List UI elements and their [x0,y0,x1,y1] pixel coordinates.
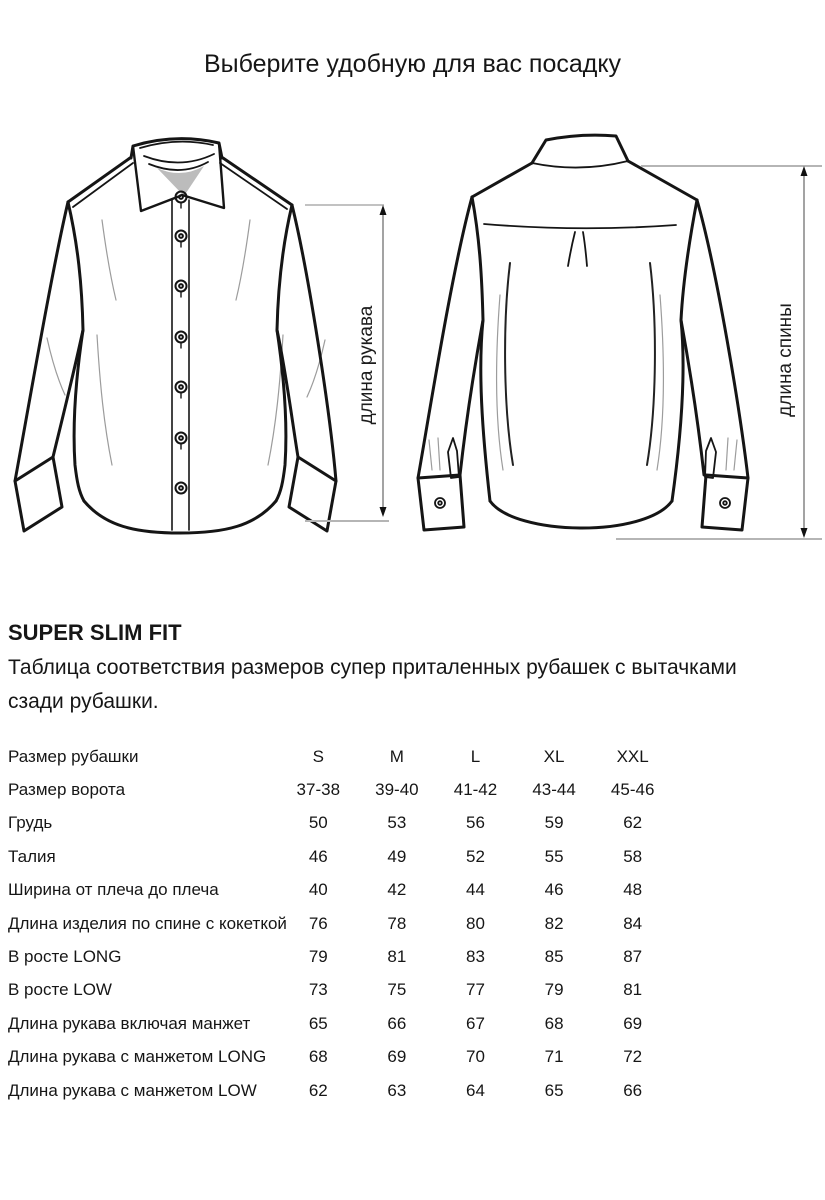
size-cell: 66 [387,1013,407,1033]
size-cell: 81 [387,947,407,967]
size-table [8,740,708,1107]
sleeve-length-label: длина рукава [356,305,377,425]
size-cell: 62 [623,813,643,833]
table-row [8,907,708,940]
size-cell: 73 [308,980,328,1000]
size-cell: 37-38 [296,780,341,800]
table-header-row [8,740,708,773]
size-cell: 69 [623,1013,643,1033]
table-row [8,1007,708,1040]
row-label: Длина рукава включая манжет [8,1013,251,1033]
shirt-fit-diagram [0,120,825,560]
size-cell: 81 [623,980,643,1000]
row-label: Грудь [8,813,53,833]
row-label: Длина рукава с манжетом LONG [8,1047,267,1067]
size-cell: 65 [308,1013,328,1033]
size-cell: 78 [387,913,407,933]
size-cell: 85 [544,947,564,967]
size-cell: 49 [387,846,407,866]
size-cell: 87 [623,947,643,967]
size-cell: M [389,746,404,766]
size-cell: 39-40 [375,780,419,800]
size-cell: 40 [308,880,328,900]
size-cell: 46 [544,880,564,900]
row-label: Длина рукава с манжетом LOW [8,1080,257,1100]
size-cell: 52 [466,846,485,866]
row-label: Талия [8,846,56,866]
size-cell: 42 [387,880,407,900]
size-cell: 55 [544,846,564,866]
fit-heading: SUPER SLIM FIT [8,620,182,645]
fit-description: Таблица соответствия размеров супер приталенных рубашек с вытачками сзади рубашки. [8,656,737,713]
size-cell: 43-44 [532,780,576,800]
size-cell: 65 [544,1080,564,1100]
table-row [8,773,708,806]
size-cell: 80 [466,913,485,933]
table-row [8,807,708,840]
size-cell: 83 [466,947,485,967]
size-cell: 72 [623,1047,643,1067]
size-cell: XL [543,746,565,766]
size-cell: 44 [466,880,485,900]
size-cell: 77 [466,980,485,1000]
size-cell: 79 [544,980,564,1000]
size-cell: 68 [544,1013,564,1033]
shirt-front-illustration [15,139,336,533]
size-cell: 66 [623,1080,643,1100]
table-row [8,874,708,907]
size-cell: 46 [308,846,328,866]
table-row [8,974,708,1007]
size-cell: 53 [387,813,407,833]
back-length-label: длина спины [775,303,796,417]
size-cell: 50 [308,813,328,833]
size-cell: 71 [544,1047,564,1067]
size-cell: XXL [616,746,649,766]
page-title: Выберите удобную для вас посадку [203,50,622,78]
row-label: Длина изделия по спине с кокеткой [8,913,287,933]
size-cell: 63 [387,1080,407,1100]
shirt-back-illustration [418,135,748,530]
table-row [8,840,708,873]
table-row [8,1041,708,1074]
size-cell: 70 [466,1047,485,1067]
size-cell: 56 [466,813,485,833]
size-cell: 64 [466,1080,485,1100]
size-cell: 75 [387,980,407,1000]
table-row [8,1074,708,1107]
table-row [8,940,708,973]
size-cell: 69 [387,1047,407,1067]
size-cell: S [312,746,324,766]
size-cell: 79 [308,947,328,967]
row-label: В росте LOW [8,980,112,1000]
row-label: Ширина от плеча до плеча [8,880,219,900]
size-cell: 45-46 [610,780,655,800]
size-cell: 68 [308,1047,328,1067]
size-cell: 48 [623,880,643,900]
size-cell: 59 [544,813,564,833]
row-label: Размер ворота [8,780,126,800]
size-cell: 82 [544,913,564,933]
size-cell: 58 [623,846,643,866]
size-cell: 84 [623,913,643,933]
size-cell: 76 [308,913,328,933]
size-cell: L [470,746,481,766]
size-cell: 41-42 [453,780,498,800]
size-cell: 67 [466,1013,485,1033]
size-cell: 62 [308,1080,328,1100]
row-label: Размер рубашки [8,746,139,766]
row-label: В росте LONG [8,947,122,967]
